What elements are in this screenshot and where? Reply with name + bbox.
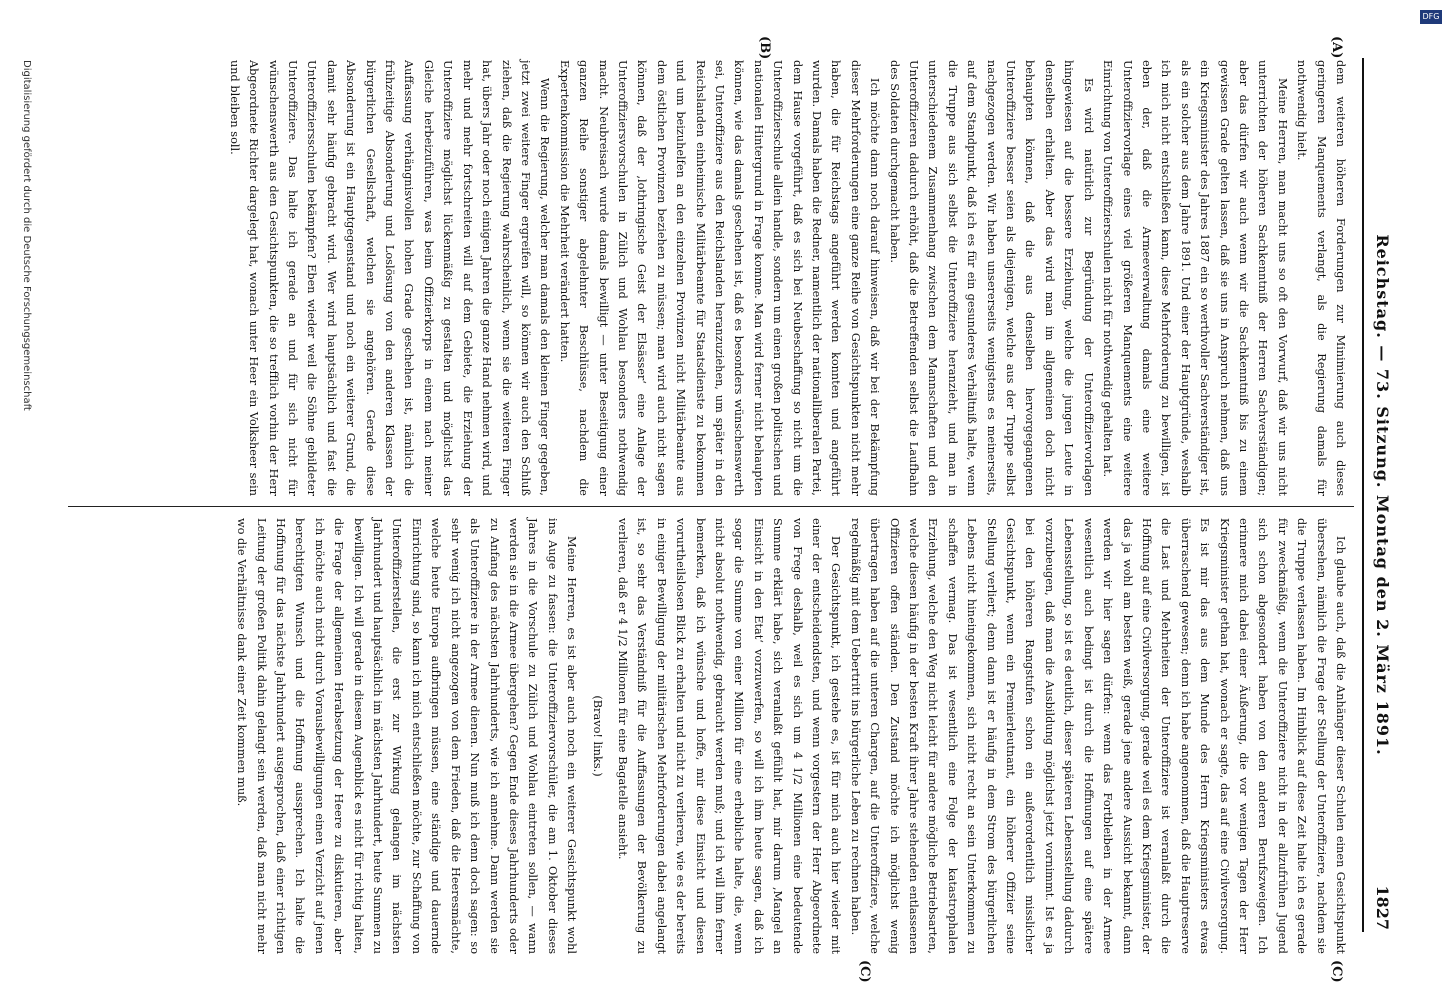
- right-column: [70, 518, 1350, 954]
- paragraph: Ich möchte dann noch darauf hinweisen, daß wir bei der Bekämpfung dieser Mehrforderungen eine ganze Reihe von Gesichtspunkten nicht mehr haben, die für Reichstags angeführt werden konnten und angeführt wurden. Damals haben die Redner, namentlich der nationalliberalen Partei, dem Hause vorgeführt, daß es sich bei Neubeschaffung so nicht um die Unteroffizierschule allein handle, sondern um einen großen politischen und nationalen Hintergrund in Frage komme. Man wird ferner nicht behaupten können, wie das damals geschehen ist, daß es besonders wünschenswerth sei, Unteroffiziere aus den Reichslanden heranzuziehen, um später in den Reichslanden einheimische Militärbeamte für Staatsdienste zu bekommen und um beizuhelfen an den einzelnen Provinzen nicht Militärbeamte aus dem östlichen Provinzen beziehen zu müssen; man wird auch nicht sagen können, daß der ‚lothringische Geist der Elsässer‘ eine Anlage der Unteroffiziersvorschulen in Zülich und Wohlau besonders nothwendig macht. Neubreisach wurde damals bewilligt — unter Beseitigung einer ganzen Reihe sonstiger abgelehnter Beschlüsse, nachdem die Expertenkommission die Mehrheit verändert hatten.: [557, 60, 882, 496]
- header-rule: [1362, 58, 1364, 932]
- paragraph: dem weiteren höheren Forderungen zur Minimierung auch dieses geringeren Manquements verlangt, als die Regierung damals für nothwendig hielt.: [1295, 60, 1347, 496]
- paragraph: Meine Herren, es ist aber auch noch ein weiterer Gesichtspunkt wohl ins Auge zu fassen: die Unteroffiziervorschüler, die am 1. Oktober dieses Jahres in die Vorschule zu Zülich und Wohlau eintreten sollen, — wann werden sie in die Armee übergehen? Gegen Ende dieses Jahrhunderts oder zu Anfang des nächsten Jahrhunderts, wie ich annehme. Dann werden sie als Unteroffiziere in der Armee dienen. Nun muß ich denn doch sagen: so sehr wenig ich nicht angezogen von dem Frieden, daß die Heeresmächte, welche heute Europa aufbringen müssen, eine ständige und dauernde Einrichtung sind, so kann ich mich entschließen möchte, zur Schaffung von Unteroffizierstellen, die erst zur Wirkung gelangen im nächsten Jahrhundert und hauptsächlich im nächsten Jahrhundert, heute Summen zu bewilligen. Ich will gerade in diesem Augenblick es nicht für richtig halten, die Frage der allgemeinen Herabsetzung der Heere zu diskutieren, aber ich möchte auch nicht durch Vorausbewilligungen einen Verzicht auf jenen berechtigten Wunsch und die Hoffnung aussprechen. Ich halte die Hoffnung für das nächste Jahrhundert ausgesprochen, daß einer richtigen Leitung der großen Politik dahin gelangt sein werden, daß man nicht mehr wo die Verhältnisse dank einer Zeit kommen muß.: [235, 518, 579, 954]
- margin-mark-a: (A): [1329, 36, 1344, 59]
- left-column: [70, 60, 1350, 496]
- paragraph: Ich glaube auch, daß die Anhänger dieser Schulen einen Gesichtspunkt übersehen, nämlich die Frage der Stellung der Unteroffiziere, nachdem sie die Truppe verlassen haben. Im Hinblick auf diese Zeit halte ich es gerade für zweckmäßig, wenn die Unteroffiziere nicht in der allzufrühen Jugend sich schon abgesondert haben von den anderen Berufszweigen. Ich erinnere mich dabei einer Äußerung, die vor wenigen Tagen der Herr Kriegsminister gethan hat, wonach er sagte, das auf eine Civilversorgung. Es ist mir das aus dem Munde des Herrn Kriegsministers etwas überraschend gewesen; denn ich habe angenommen, daß die Hauptreserve die Last und Mehrheiten der Unteroffiziere ist veranlaßt durch die Hoffnung auf eine Civilversorgung, gerade weil es dem Kriegsminister, der das ja wohl am besten weiß, gerade jene andere Aussicht bekannt, dann werden wir hier sagen dürfen: wenn das Fortbleiben in der Armee wesentlich auch bedingt ist durch die Hoffnungen auf eine spätere Lebensstellung, so ist es deutlich, dieser späteren Lebensstellung dadurch vorzubeugen, daß man die Ausbildung möglichst jetzt vornimmt. Ist es ja bei den höheren Rangstufen schon ein außerordentlich misslicher Gesichtspunkt, wenn ein Premierleutnant, ein höherer Offizier seine Stellung verliert; denn dann ist er häufig in dem Strom des bürgerlichen Lebens nicht hineingekommen, sich nicht recht an sein Unterkommen zu schaffen vermag. Das ist wesentlich eine Folge der katastrophalen Erziehung, welche den Weg nicht leicht für andere mögliche Betriebsarten, welche diesen häufig in der besten Kraft ihrer Jahre stehenden entlassenen Offizieren offen ständen. Den Zustand möchte ich möglichst wenig übertragen haben auf die unteren Chargen, auf die Unteroffiziere, welche regelmäßig mit dem Uebertritt ins bürgerliche Leben zu rechnen haben.: [848, 518, 1347, 954]
- dfg-logo: DFG: [1420, 10, 1442, 24]
- running-header: [1368, 60, 1392, 930]
- paragraph: Wenn die Regierung, welcher man damals den kleinen Finger gegeben, jetzt zwei weitere Finger ergreifen will, so können wir auch den Schluß ziehen, daß die Regierung wahrscheinlich, wenn sie die weiteren Finger hat, übers Jahr oder noch einigen Jahren die ganze Hand nehmen wird, und mehr und mehr fortschreiten will auf dem Gebiete, die Erziehung der Unteroffiziere möglichst lückenmäßig zu gestalten und möglichst das Gleiche herbeizuführen, was beim Offizierkorps in einem nach meiner Auffassung verhängnisvollen hohen Grade geschehen ist, nämlich die frühzeitige Absonderung und Loslösung von den anderen Klassen der bürgerlichen Gesellschaft, welchen sie angehören. Gerade diese Absonderung ist ein Hauptgegenstand und noch ein weiterer Grund, die damit sehr häufig gebracht wird. Wer wird hauptsächlich und fast die Unteroffiziersschulen bekämpfen? Eben wieder weil die Söhne gebildeter Unteroffiziere. Das halte ich gerade an und für sich nicht für wünschenswerth aus den Gesichtspunkten, die so trefflich vorhin der Herr Abgeordnete Richter dargelegt hat, wonach unter Heer ein Volksheer sein und bleiben soll.: [227, 60, 552, 496]
- paragraph: Meine Herren, man macht uns so oft den Vorwurf, daß wir uns nicht unterrichten der höheren Sachkenntniß der Herren Sachverständigen; aber das dürfen wir auch wenn wir die Sachkenntniß bis zu einem gewissen Grade gelten lassen, daß sie uns in Anspruch nehmen, daß uns ein Kriegsminister des Jahres 1887 ein so werthvoller Sachverständiger ist, als ein solcher aus dem Jahre 1891. Und einer der Hauptgründe, weshalb ich mich nicht entschließen kann, diese Mehrforderung zu bewilligen, ist eben der, daß die Armeeverwaltung damals eine weitere Unteroffiziervorlage eines viel größeren Manquements eine weitere Einrichtung von Unteroffizierschulen nicht für nothwendig gehalten hat.: [1101, 60, 1289, 496]
- paragraph: Der Gesichtspunkt, ich gestehe es, ist für mich auch hier wieder mit einer der entscheidendsten, und wenn vorgestern der Herr Abgeordnete von Frege deshalb, weil es sich um 4 1/2 Millionen eine bedeutende Summe erklärt habe, sich veranlaßt gefühlt hat, mir darum ‚Mangel an Einsicht in den Etat‘ vorzuwerfen, so will ich ihm heute sagen, daß ich sogar die Summe von einer Million für eine erhebliche halte, die, wenn nicht absolut nothwendig, gebraucht werden muß; und ich will ihm ferner bemerken, daß ich wünsche und hoffe, mir diese Einsicht und diesen vorurtheilslosen Blick zu erhalten und nicht zu verlieren, wie es der bereits in einiger Bewilligung der militärischen Mehrforderungen dabei angelangt ist, so sehr das Verständniß für die Auffassungen der Bevölkerung zu verlieren, daß er 4 1/2 Millionen für eine Bagatelle ansieht.: [615, 518, 843, 954]
- header-title: Reichstag. — 73. Sitzung. Montag den 2. März 1891.: [1373, 234, 1392, 756]
- column-divider: [68, 506, 1354, 507]
- paragraph: Es wird natürlich zur Begründung der Unteroffiziervorlagen hingewiesen auf die bessere Erziehung, welche die jungen Leute in denselben erhalten. Aber das wird man im allgemeinen doch nicht behaupten können, daß die aus denselben hervorgegangenen Unteroffiziere besser seien als diejenigen, welche aus der Truppe selbst nachgezogen werden. Wir haben unsererseits wenigstens es meinerseits, auf dem Standpunkt, daß ich es für ein gesunderes Verhältniß halte, wenn die Truppe aus sich selbst die Unteroffiziere heranzieht, und man in unterschiedenem Zusammenhang zwischen dem Mannschaften und den Unteroffizieren dadurch erhöht, daß die Betreffenden selbst die Laufbahn des Soldaten durchgemacht haben.: [887, 60, 1095, 496]
- digitization-credit: Digitalisierung gefördert durch die Deutsche Forschungsgemeinschaft: [21, 60, 32, 411]
- page-number: 1827: [1373, 885, 1392, 930]
- margin-mark-b: (B): [757, 36, 772, 60]
- margin-mark-c-lower: (C): [857, 960, 872, 983]
- interjection: (Bravo! links.): [590, 695, 604, 777]
- margin-mark-c: (C): [1329, 960, 1344, 983]
